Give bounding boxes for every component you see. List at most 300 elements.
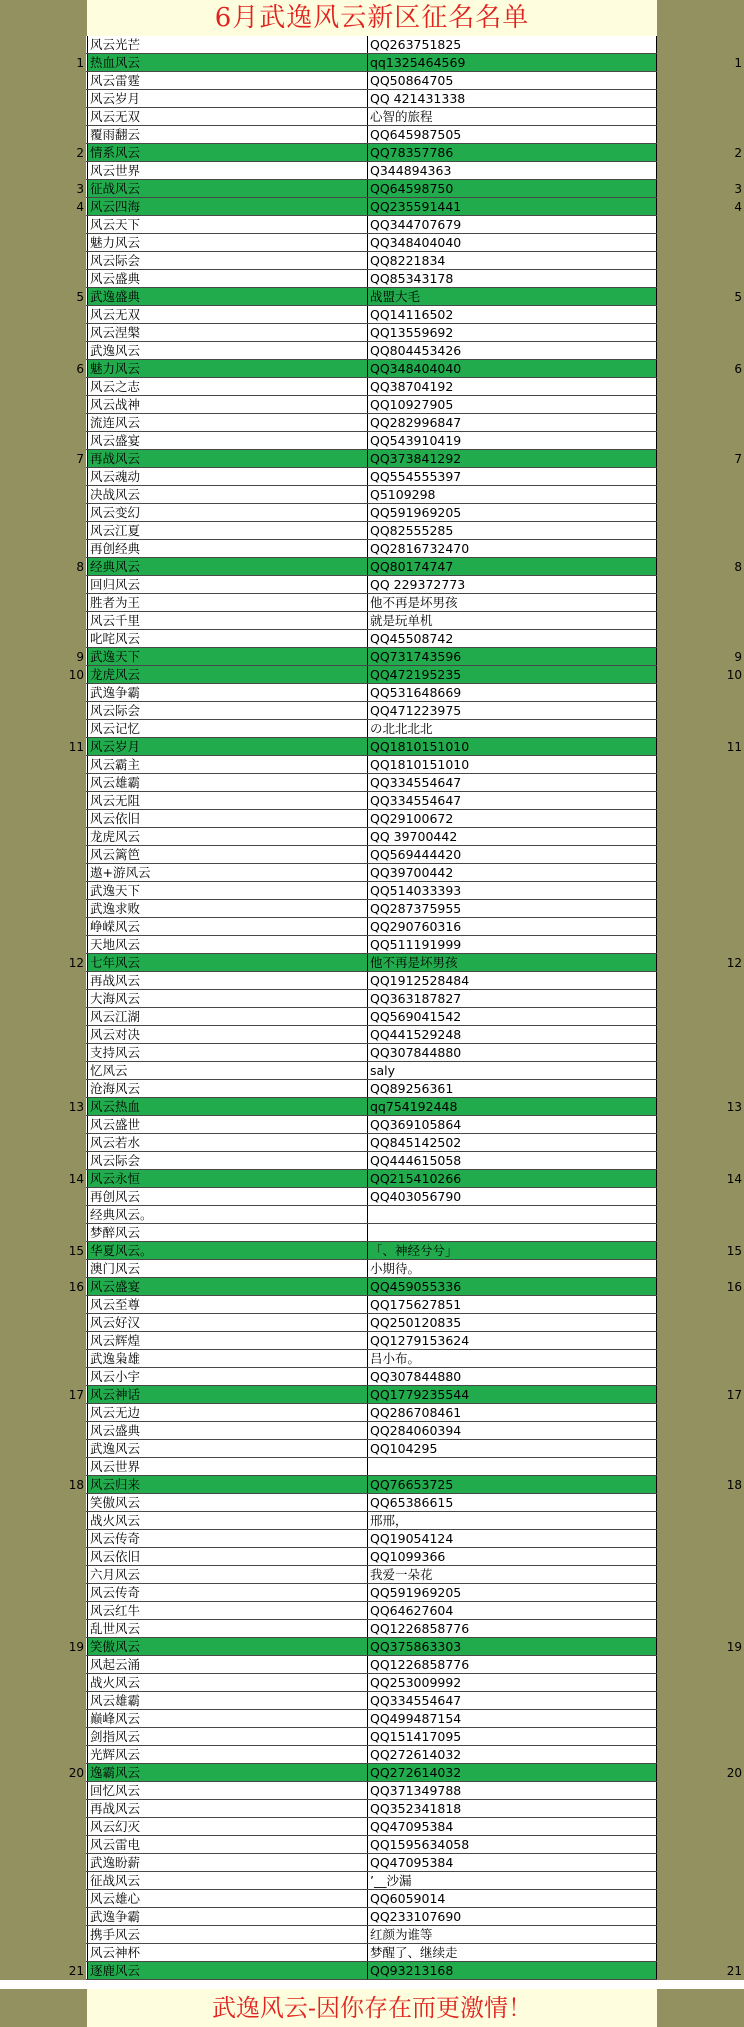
name-cell: 风云四海 xyxy=(87,198,368,215)
qq-cell: 梦醒了、继续走 xyxy=(368,1944,657,1961)
header-right-cell xyxy=(657,0,744,36)
row-number-right: 2 xyxy=(657,144,744,162)
qq-cell: 战盟大毛 xyxy=(368,288,657,305)
table-row xyxy=(0,1548,744,1566)
row-number-left xyxy=(0,36,86,54)
row-number-left xyxy=(0,1440,86,1458)
qq-cell: QQ369105864 xyxy=(368,1116,657,1133)
row-number-right xyxy=(657,162,744,180)
table-row xyxy=(0,594,744,612)
row-number-right xyxy=(657,324,744,342)
row-number-left xyxy=(0,252,86,270)
name-cell: 风云记忆 xyxy=(87,720,368,737)
name-cell: 巅峰风云 xyxy=(87,1710,368,1727)
row-number-left: 6 xyxy=(0,360,86,378)
row-number-left xyxy=(0,396,86,414)
table-row xyxy=(0,450,744,468)
name-cell: 风云世界 xyxy=(87,162,368,179)
table-row xyxy=(0,1926,744,1944)
table-row xyxy=(0,1620,744,1638)
name-cell: 笑傲风云 xyxy=(87,1494,368,1511)
row-number-left xyxy=(0,1584,86,1602)
name-cell: 携手风云 xyxy=(87,1926,368,1943)
row-number-right xyxy=(657,684,744,702)
qq-cell: 心智的旅程 xyxy=(368,108,657,125)
qq-cell: QQ511191999 xyxy=(368,936,657,953)
row-number-left xyxy=(0,1008,86,1026)
table-row xyxy=(0,270,744,288)
row-number-left xyxy=(0,1908,86,1926)
row-number-left: 11 xyxy=(0,738,86,756)
table-row xyxy=(0,1386,744,1404)
row-number-left xyxy=(0,216,86,234)
row-number-left xyxy=(0,1404,86,1422)
row-number-left xyxy=(0,1926,86,1944)
row-number-right: 12 xyxy=(657,954,744,972)
row-number-left xyxy=(0,1728,86,1746)
name-cell: 龙虎风云 xyxy=(87,828,368,845)
name-cell: 风云神话 xyxy=(87,1386,368,1403)
qq-cell xyxy=(368,1224,657,1241)
table-row xyxy=(0,324,744,342)
qq-cell: QQ1226858776 xyxy=(368,1656,657,1673)
table-row xyxy=(0,1350,744,1368)
row-number-left xyxy=(0,1674,86,1692)
table-row xyxy=(0,1440,744,1458)
table-row xyxy=(0,1872,744,1890)
row-number-right xyxy=(657,504,744,522)
row-number-left xyxy=(0,1530,86,1548)
table-row xyxy=(0,1512,744,1530)
row-number-right: 3 xyxy=(657,180,744,198)
name-cell: 风云江夏 xyxy=(87,522,368,539)
qq-cell: QQ472195235 xyxy=(368,666,657,683)
name-cell: 风云世界 xyxy=(87,1458,368,1475)
qq-cell: QQ104295 xyxy=(368,1440,657,1457)
table-row xyxy=(0,1080,744,1098)
row-number-right xyxy=(657,1890,744,1908)
table-row xyxy=(0,144,744,162)
row-number-right xyxy=(657,1440,744,1458)
row-number-right xyxy=(657,864,744,882)
row-number-left xyxy=(0,1782,86,1800)
row-number-right xyxy=(657,594,744,612)
table-row xyxy=(0,846,744,864)
name-cell: 征战风云 xyxy=(87,1872,368,1889)
row-number-left xyxy=(0,1800,86,1818)
name-cell: 支持风云 xyxy=(87,1044,368,1061)
row-number-left xyxy=(0,864,86,882)
table-row xyxy=(0,1836,744,1854)
table-row xyxy=(0,1224,744,1242)
row-number-left xyxy=(0,1566,86,1584)
row-number-right xyxy=(657,126,744,144)
row-number-right xyxy=(657,1350,744,1368)
name-cell: 风云无双 xyxy=(87,306,368,323)
name-cell: 风云雷电 xyxy=(87,1836,368,1853)
table-row xyxy=(0,1008,744,1026)
name-cell: 风云热血 xyxy=(87,1098,368,1115)
name-cell: 再战风云 xyxy=(87,1800,368,1817)
row-number-left xyxy=(0,828,86,846)
table-row xyxy=(0,792,744,810)
qq-cell: 红颜为谁等 xyxy=(368,1926,657,1943)
name-cell: 风云霸主 xyxy=(87,756,368,773)
row-number-left xyxy=(0,342,86,360)
row-number-left xyxy=(0,810,86,828)
table-row xyxy=(0,342,744,360)
qq-cell: QQ215410266 xyxy=(368,1170,657,1187)
qq-cell: QQ591969205 xyxy=(368,1584,657,1601)
footer-slogan: 武逸风云-因你存在而更激情！ xyxy=(87,1989,657,2027)
qq-cell: QQ6059014 xyxy=(368,1890,657,1907)
name-cell: 风云神杯 xyxy=(87,1944,368,1961)
row-number-right xyxy=(657,1062,744,1080)
table-row xyxy=(0,954,744,972)
qq-cell: QQ284060394 xyxy=(368,1422,657,1439)
table-row xyxy=(0,1818,744,1836)
row-number-right xyxy=(657,396,744,414)
name-cell: 风云幻灭 xyxy=(87,1818,368,1835)
table-row xyxy=(0,72,744,90)
qq-cell: ’__沙漏 xyxy=(368,1872,657,1889)
table-row xyxy=(0,1944,744,1962)
table-row xyxy=(0,1764,744,1782)
qq-cell: QQ29100672 xyxy=(368,810,657,827)
row-number-right xyxy=(657,522,744,540)
qq-cell: QQ1226858776 xyxy=(368,1620,657,1637)
name-cell: 风云战神 xyxy=(87,396,368,413)
name-cell: 澳门风云 xyxy=(87,1260,368,1277)
row-number-right: 11 xyxy=(657,738,744,756)
row-number-left xyxy=(0,756,86,774)
row-number-left: 15 xyxy=(0,1242,86,1260)
table-row xyxy=(0,162,744,180)
name-cell: 胜者为王 xyxy=(87,594,368,611)
table-row xyxy=(0,1152,744,1170)
name-cell: 风云对决 xyxy=(87,1026,368,1043)
row-number-right: 14 xyxy=(657,1170,744,1188)
qq-cell: QQ307844880 xyxy=(368,1368,657,1385)
name-cell: 武逸盼薪 xyxy=(87,1854,368,1871)
row-number-left xyxy=(0,1692,86,1710)
name-cell: 覆雨翻云 xyxy=(87,126,368,143)
row-number-right: 5 xyxy=(657,288,744,306)
name-cell: 风云好汉 xyxy=(87,1314,368,1331)
qq-cell: QQ76653725 xyxy=(368,1476,657,1493)
row-number-right xyxy=(657,1494,744,1512)
table-row xyxy=(0,900,744,918)
row-number-right xyxy=(657,576,744,594)
row-number-left xyxy=(0,900,86,918)
table-row xyxy=(0,1278,744,1296)
qq-cell: 「、神经兮兮」 xyxy=(368,1242,657,1259)
name-cell: 风云岁月 xyxy=(87,90,368,107)
row-number-left xyxy=(0,918,86,936)
row-number-right xyxy=(657,216,744,234)
table-row xyxy=(0,828,744,846)
table-row xyxy=(0,1800,744,1818)
table-row xyxy=(0,1296,744,1314)
name-cell: 风云依旧 xyxy=(87,810,368,827)
table-row xyxy=(0,1026,744,1044)
row-number-left xyxy=(0,162,86,180)
row-number-right xyxy=(657,1080,744,1098)
name-cell: 逸霸风云 xyxy=(87,1764,368,1781)
table-row xyxy=(0,1890,744,1908)
row-number-right xyxy=(657,468,744,486)
row-number-left xyxy=(0,432,86,450)
row-number-left xyxy=(0,1206,86,1224)
row-number-right xyxy=(657,1854,744,1872)
row-number-right xyxy=(657,1818,744,1836)
row-number-left xyxy=(0,1512,86,1530)
name-cell: 经典风云 xyxy=(87,558,368,575)
row-number-left xyxy=(0,1602,86,1620)
row-number-right xyxy=(657,1566,744,1584)
row-number-right xyxy=(657,1026,744,1044)
table-row xyxy=(0,1962,744,1980)
row-number-right xyxy=(657,234,744,252)
qq-cell: QQ 421431338 xyxy=(368,90,657,107)
name-cell: 战火风云 xyxy=(87,1512,368,1529)
qq-cell: QQ569444420 xyxy=(368,846,657,863)
row-number-right xyxy=(657,936,744,954)
row-number-left: 2 xyxy=(0,144,86,162)
qq-cell: QQ93213168 xyxy=(368,1962,657,1979)
table-row xyxy=(0,972,744,990)
name-cell: 情系风云 xyxy=(87,144,368,161)
qq-cell: QQ1279153624 xyxy=(368,1332,657,1349)
row-number-right xyxy=(657,846,744,864)
table-row xyxy=(0,36,744,54)
name-cell: 风云雄霸 xyxy=(87,1692,368,1709)
row-number-right xyxy=(657,1296,744,1314)
row-number-right xyxy=(657,1134,744,1152)
row-number-right xyxy=(657,1908,744,1926)
row-number-left xyxy=(0,612,86,630)
row-number-right: 19 xyxy=(657,1638,744,1656)
row-number-right xyxy=(657,1368,744,1386)
qq-cell: QQ272614032 xyxy=(368,1746,657,1763)
name-cell: 风云岁月 xyxy=(87,738,368,755)
qq-cell: QQ554555397 xyxy=(368,468,657,485)
row-number-right xyxy=(657,1152,744,1170)
table-row xyxy=(0,1746,744,1764)
row-number-left xyxy=(0,846,86,864)
table-row xyxy=(0,990,744,1008)
row-number-left xyxy=(0,1620,86,1638)
row-number-left xyxy=(0,1350,86,1368)
qq-cell: 他不再是坏男孩 xyxy=(368,954,657,971)
name-cell: 华夏风云。 xyxy=(87,1242,368,1259)
table-row xyxy=(0,414,744,432)
row-number-right xyxy=(657,432,744,450)
table-row xyxy=(0,1494,744,1512)
table-row xyxy=(0,1458,744,1476)
row-number-left xyxy=(0,720,86,738)
qq-cell: 邢邢， xyxy=(368,1512,657,1529)
table-row xyxy=(0,540,744,558)
name-cell: 武逸求败 xyxy=(87,900,368,917)
table-row xyxy=(0,1188,744,1206)
row-number-right xyxy=(657,1710,744,1728)
qq-cell: QQ65386615 xyxy=(368,1494,657,1511)
table-row xyxy=(0,1044,744,1062)
qq-cell: QQ78357786 xyxy=(368,144,657,161)
row-number-left: 4 xyxy=(0,198,86,216)
row-number-left xyxy=(0,306,86,324)
table-row xyxy=(0,864,744,882)
name-cell: 风云至尊 xyxy=(87,1296,368,1313)
table-row xyxy=(0,1476,744,1494)
table-row xyxy=(0,1656,744,1674)
row-number-right xyxy=(657,36,744,54)
row-number-right xyxy=(657,1422,744,1440)
name-cell: 战火风云 xyxy=(87,1674,368,1691)
row-number-left: 14 xyxy=(0,1170,86,1188)
row-number-right xyxy=(657,1656,744,1674)
name-cell: 风起云涌 xyxy=(87,1656,368,1673)
qq-cell: QQ334554647 xyxy=(368,774,657,791)
table-row xyxy=(0,198,744,216)
table-row xyxy=(0,1314,744,1332)
name-cell: 魅力风云 xyxy=(87,360,368,377)
row-number-left xyxy=(0,1890,86,1908)
table-row xyxy=(0,234,744,252)
qq-cell: QQ1099366 xyxy=(368,1548,657,1565)
qq-cell: QQ39700442 xyxy=(368,864,657,881)
name-cell: 经典风云。 xyxy=(87,1206,368,1223)
name-cell: 龙虎风云 xyxy=(87,666,368,683)
row-number-right xyxy=(657,900,744,918)
row-number-right xyxy=(657,990,744,1008)
row-number-right xyxy=(657,1926,744,1944)
row-number-right: 6 xyxy=(657,360,744,378)
row-number-right xyxy=(657,378,744,396)
row-number-right xyxy=(657,1116,744,1134)
row-number-right xyxy=(657,1836,744,1854)
row-number-left: 9 xyxy=(0,648,86,666)
table-row xyxy=(0,936,744,954)
page-title: 6月武逸风云新区征名名单 xyxy=(87,0,657,36)
qq-cell: saly xyxy=(368,1062,657,1079)
table-row xyxy=(0,306,744,324)
name-cell: 风云际会 xyxy=(87,252,368,269)
name-cell: 风云之志 xyxy=(87,378,368,395)
table-row xyxy=(0,738,744,756)
row-number-left xyxy=(0,882,86,900)
row-number-left: 7 xyxy=(0,450,86,468)
table-row xyxy=(0,1692,744,1710)
qq-cell: QQ175627851 xyxy=(368,1296,657,1313)
row-number-left: 19 xyxy=(0,1638,86,1656)
row-number-left xyxy=(0,1854,86,1872)
qq-cell: の北北北北 xyxy=(368,720,657,737)
table-row xyxy=(0,1908,744,1926)
table-row xyxy=(0,216,744,234)
row-number-right xyxy=(657,1746,744,1764)
table-row xyxy=(0,504,744,522)
row-number-left xyxy=(0,540,86,558)
qq-cell: QQ50864705 xyxy=(368,72,657,89)
qq-cell: QQ151417095 xyxy=(368,1728,657,1745)
row-number-right xyxy=(657,414,744,432)
qq-cell: QQ85343178 xyxy=(368,270,657,287)
row-number-right: 16 xyxy=(657,1278,744,1296)
row-number-right xyxy=(657,918,744,936)
qq-cell: QQ471223975 xyxy=(368,702,657,719)
name-cell: 风云传奇 xyxy=(87,1530,368,1547)
row-number-left: 13 xyxy=(0,1098,86,1116)
name-cell: 决战风云 xyxy=(87,486,368,503)
qq-cell: QQ19054124 xyxy=(368,1530,657,1547)
table-row xyxy=(0,252,744,270)
row-number-left: 3 xyxy=(0,180,86,198)
table-row xyxy=(0,1242,744,1260)
row-number-left xyxy=(0,576,86,594)
name-cell: 风云江湖 xyxy=(87,1008,368,1025)
row-number-left xyxy=(0,1188,86,1206)
row-number-right: 7 xyxy=(657,450,744,468)
name-cell: 风云传奇 xyxy=(87,1584,368,1601)
row-number-left xyxy=(0,414,86,432)
row-number-left xyxy=(0,108,86,126)
row-number-left xyxy=(0,936,86,954)
table-row xyxy=(0,1116,744,1134)
row-number-right xyxy=(657,1584,744,1602)
qq-cell xyxy=(368,1458,657,1475)
table-row xyxy=(0,1404,744,1422)
name-cell: 流连风云 xyxy=(87,414,368,431)
row-number-left xyxy=(0,504,86,522)
row-number-left xyxy=(0,1026,86,1044)
row-number-right xyxy=(657,1512,744,1530)
name-cell: 风云魂动 xyxy=(87,468,368,485)
qq-cell: QQ1779235544 xyxy=(368,1386,657,1403)
qq-cell: QQ804453426 xyxy=(368,342,657,359)
name-cell: 风云无双 xyxy=(87,108,368,125)
row-number-right xyxy=(657,792,744,810)
name-cell: 魅力风云 xyxy=(87,234,368,251)
table-row xyxy=(0,522,744,540)
name-cell: 回归风云 xyxy=(87,576,368,593)
row-number-right xyxy=(657,1314,744,1332)
table-row xyxy=(0,468,744,486)
name-cell: 武逸天下 xyxy=(87,648,368,665)
name-cell: 再创经典 xyxy=(87,540,368,557)
row-number-right xyxy=(657,1944,744,1962)
row-number-right xyxy=(657,540,744,558)
name-cell: 逐鹿风云 xyxy=(87,1962,368,1979)
name-cell: 乱世风云 xyxy=(87,1620,368,1637)
name-cell: 天地风云 xyxy=(87,936,368,953)
name-cell: 武逸天下 xyxy=(87,882,368,899)
row-number-right xyxy=(657,252,744,270)
qq-cell: QQ282996847 xyxy=(368,414,657,431)
table-row xyxy=(0,1602,744,1620)
row-number-left: 10 xyxy=(0,666,86,684)
name-cell: 武逸风云 xyxy=(87,1440,368,1457)
row-number-right xyxy=(657,1458,744,1476)
table-row xyxy=(0,1530,744,1548)
qq-cell: QQ531648669 xyxy=(368,684,657,701)
row-number-left xyxy=(0,126,86,144)
name-cell: 风云小宇 xyxy=(87,1368,368,1385)
name-cell: 风云天下 xyxy=(87,216,368,233)
qq-cell: QQ352341818 xyxy=(368,1800,657,1817)
row-number-left xyxy=(0,90,86,108)
